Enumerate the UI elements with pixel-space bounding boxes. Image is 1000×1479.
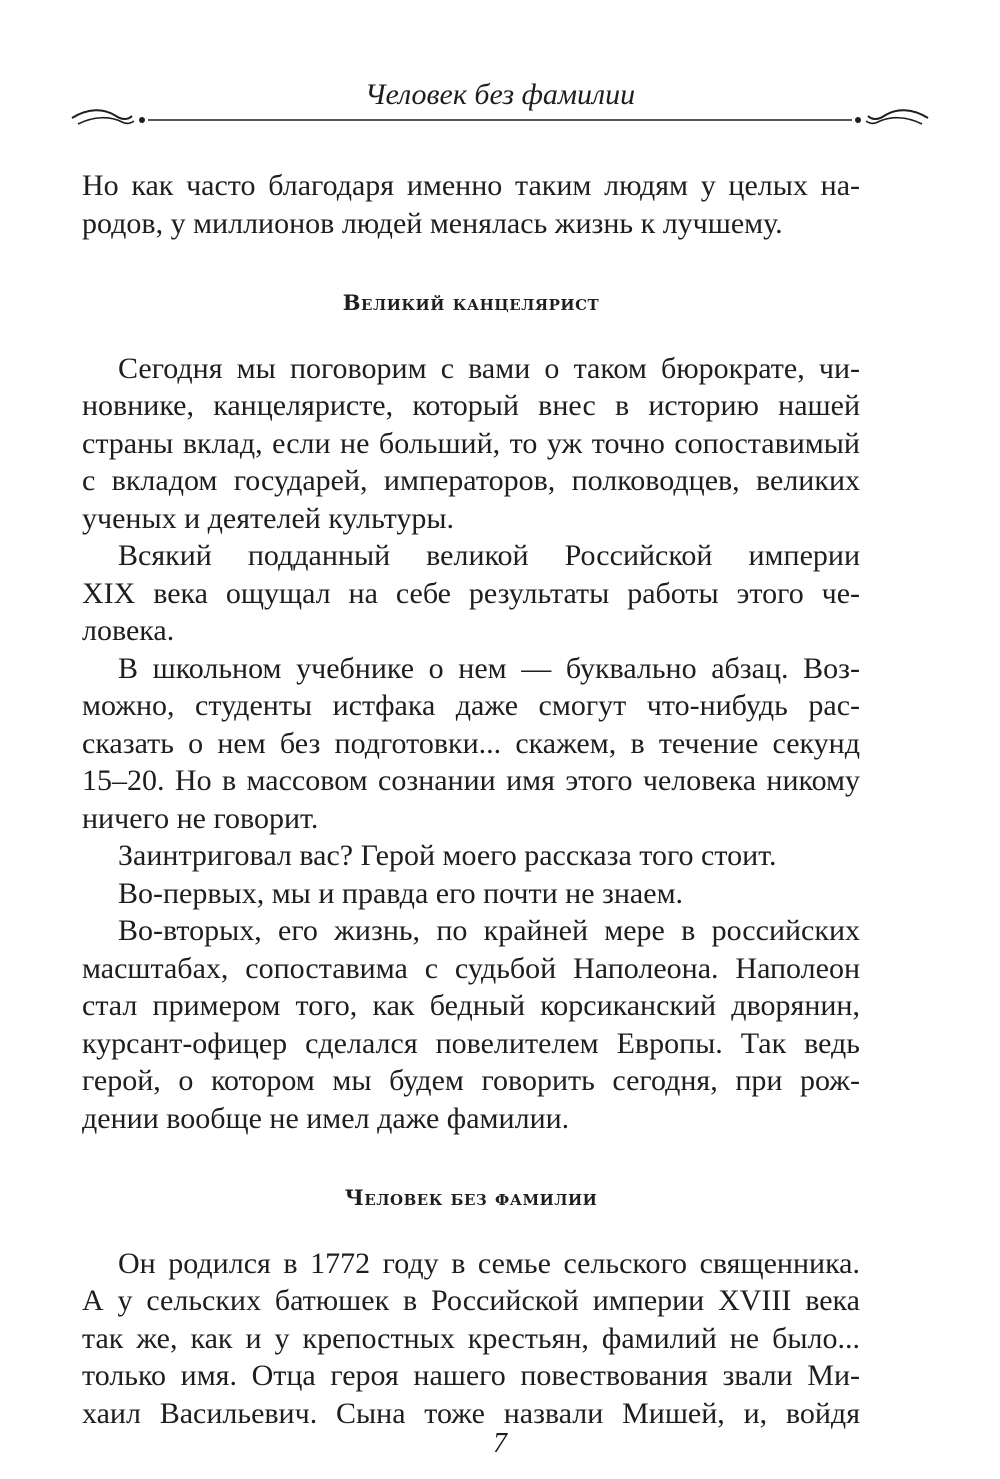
text-line: Сегодня мы поговорим с вами о таком бюрократе, чи- <box>118 351 860 385</box>
text-line: Но как часто благодаря именно таким людям у целых на- <box>82 169 860 202</box>
paragraph <box>82 650 860 838</box>
text-line: герой, о котором мы будем говорить сегодня, при рож- <box>82 1064 860 1097</box>
intro-paragraph <box>82 167 860 242</box>
text-line: родов, у миллионов людей менялась жизнь к лучшему. <box>82 206 783 240</box>
text-line: курсант-офицер сделался повелителем Европы. Так ведь <box>82 1026 860 1060</box>
paragraph <box>82 875 860 913</box>
paragraph <box>82 1245 860 1433</box>
text-line: дении вообще не имел даже фамилии. <box>82 1101 570 1135</box>
text-line: сказать о нем без подготовки... скажем, в течение секунд <box>82 726 860 760</box>
text-line: 15–20. Но в массовом сознании имя этого человека никому <box>82 764 860 797</box>
ornamental-rule <box>70 104 930 134</box>
running-header <box>0 0 1000 140</box>
text-line: стал примером того, как бедный корсиканский дворянин, <box>82 989 860 1022</box>
paragraph <box>82 912 860 1137</box>
paragraph <box>82 350 860 538</box>
text-line: масштабах, сопоставима с судьбой Наполеона. Наполеон <box>82 951 860 985</box>
text-line: страны вклад, если не больший, то уж точно сопоставимый <box>82 426 860 460</box>
text-line: новнике, канцеляристе, который внес в историю нашей <box>82 389 860 422</box>
text-line: ученых и деятелей культуры. <box>82 501 455 535</box>
text-line: с вкладом государей, императоров, полководцев, великих <box>82 464 860 497</box>
text-line: хаил Васильевич. Сына тоже назвали Мишей, и, войдя <box>82 1396 860 1430</box>
text-line: Заинтриговал вас? Герой моего рассказа того стоит. <box>118 839 777 872</box>
text-line: В школьном учебнике о нем — буквально абзац. Воз- <box>118 651 860 685</box>
text-line: Во-первых, мы и правда его почти не знаем. <box>118 876 684 910</box>
section-heading: Великий канцелярист <box>342 290 600 315</box>
paragraph <box>82 837 860 875</box>
text-line: Он родился в 1772 году в семье сельского священника. <box>118 1246 860 1280</box>
text-line: ничего не говорит. <box>82 801 319 835</box>
page-body <box>82 167 860 1432</box>
section-heading: Человек без фамилии <box>344 1185 598 1210</box>
text-line: так же, как и у крепостных крестьян, фамилий не было... <box>82 1321 860 1355</box>
page-number: 7 <box>493 1428 507 1459</box>
text-line: XIX века ощущал на себе результаты работы этого че- <box>82 576 860 610</box>
running-title: Человек без фамилии <box>364 78 636 111</box>
text-line: Во-вторых, его жизнь, по крайней мере в российских <box>118 914 860 947</box>
text-line: Всякий подданный великой Российской империи <box>118 539 860 572</box>
text-line: только имя. Отца героя нашего повествования звали Ми- <box>82 1359 860 1392</box>
paragraph <box>82 537 860 650</box>
text-line: А у сельских батюшек в Российской империи XVIII века <box>82 1284 860 1317</box>
text-line: можно, студенты истфака даже смогут что-нибудь рас- <box>82 689 860 722</box>
text-line: ловека. <box>82 614 175 647</box>
